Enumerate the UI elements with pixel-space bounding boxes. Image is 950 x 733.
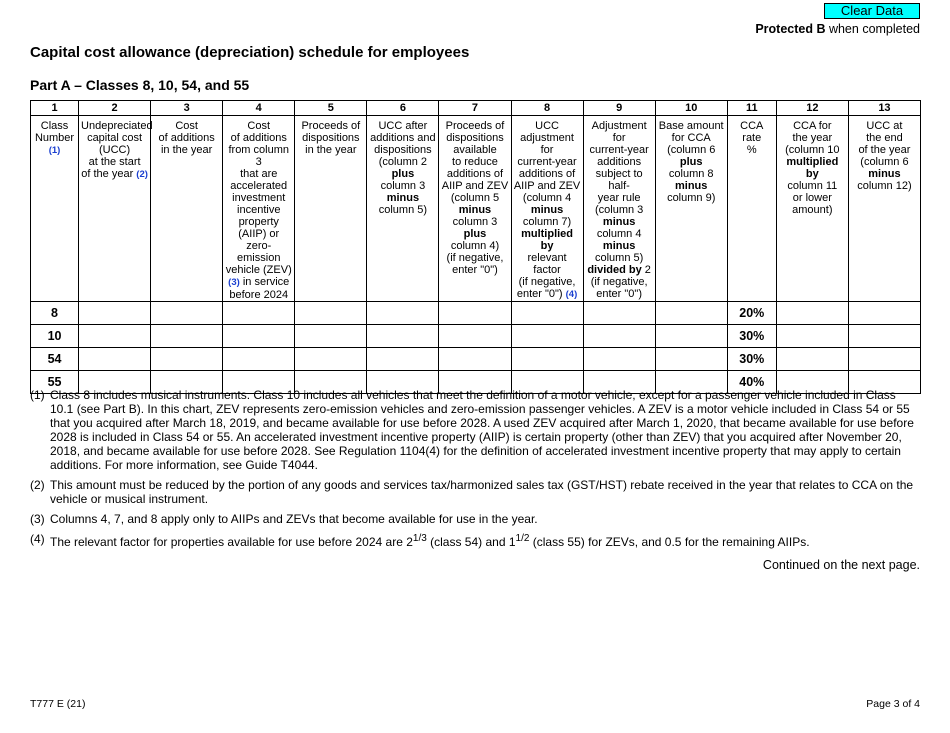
page-number: Page 3 of 4 — [866, 698, 920, 710]
column-number-7: 7 — [439, 101, 511, 116]
protected-b-rest: when completed — [825, 22, 920, 36]
input-cell-col-4[interactable] — [223, 348, 295, 371]
column-description-1: Class Number (1) — [31, 116, 79, 302]
cca-rate-cell: 20% — [727, 302, 776, 325]
input-cell-col-2[interactable] — [79, 325, 151, 348]
table-row — [31, 348, 921, 371]
input-cell-col-9[interactable] — [583, 302, 655, 325]
column-number-row — [31, 101, 921, 116]
table-row — [31, 325, 921, 348]
input-cell-col-2[interactable] — [79, 348, 151, 371]
footnote-item — [30, 532, 920, 549]
footnote-text: The relevant factor for properties available for use before 2024 are $2^{1/3}$ (class 54) and $1^{1/2}$ (class 55) for ZEVs, and 0.5 for the remaining AIIPs. — [50, 533, 810, 549]
footnote-number: (2) — [30, 478, 45, 492]
column-number-2: 2 — [79, 101, 151, 116]
column-number-5: 5 — [295, 101, 367, 116]
input-cell-col-13[interactable] — [848, 348, 920, 371]
input-cell-col-5[interactable] — [295, 348, 367, 371]
column-number-8: 8 — [511, 101, 583, 116]
cca-rate-cell: 30% — [727, 348, 776, 371]
input-cell-col-12[interactable] — [776, 302, 848, 325]
column-description-13: UCC at the end of the year (column 6 minus column 12) — [848, 116, 920, 302]
input-cell-col-8[interactable] — [511, 348, 583, 371]
input-cell-col-3[interactable] — [151, 325, 223, 348]
input-cell-col-6[interactable] — [367, 302, 439, 325]
protected-b-bold: Protected B — [755, 22, 826, 36]
column-number-11: 11 — [727, 101, 776, 116]
column-number-13: 13 — [848, 101, 920, 116]
input-cell-col-6[interactable] — [367, 348, 439, 371]
class-number-cell: 55 — [31, 371, 79, 394]
footnote-number: (3) — [30, 512, 45, 526]
input-cell-col-8[interactable] — [511, 302, 583, 325]
class-number-cell: 54 — [31, 348, 79, 371]
protected-b-label — [755, 22, 920, 36]
form-id: T777 E (21) — [30, 698, 86, 710]
column-description-11: CCA rate % — [727, 116, 776, 302]
input-cell-col-7[interactable] — [439, 348, 511, 371]
input-cell-col-13[interactable] — [848, 325, 920, 348]
input-cell-col-4[interactable] — [223, 325, 295, 348]
class-number-cell: 8 — [31, 302, 79, 325]
input-cell-col-3[interactable] — [151, 348, 223, 371]
footnote-item — [30, 388, 920, 472]
footnotes — [30, 388, 920, 555]
column-description-2: Undepreciated capital cost (UCC) at the start of the year (2) — [79, 116, 151, 302]
table-body — [31, 302, 921, 394]
column-number-9: 9 — [583, 101, 655, 116]
input-cell-col-7[interactable] — [439, 325, 511, 348]
column-description-7: Proceeds of dispositions available to reduce additions of AIIP and ZEV (column 5 minus column 3 plus column 4) (if negative, enter "0") — [439, 116, 511, 302]
column-description-12: CCA for the year (column 10 multiplied by column 11 or lower amount) — [776, 116, 848, 302]
input-cell-col-3[interactable] — [151, 302, 223, 325]
class-number-cell: 10 — [31, 325, 79, 348]
table-row — [31, 302, 921, 325]
footnote-text: Class 8 includes musical instruments. Class 10 includes all vehicles that meet the definition of a motor vehicle, except for a passenger vehicle included in Class 10.1 (see Part B). In this chart, ZEV represents zero-emission vehicles and zero-emission passenger vehicles. A ZEV is a motor vehicle included in Class 54 or 55 that you acquired after March 18, 2019, and became available for use before 2028. A used ZEV acquired after March 1, 2020, that became available for use before 2028 is included in Class 54 or 55. An accelerated investment incentive property (AIIP) is certain property (other than ZEV) that you acquired after November 20, 2018, and became available for use before 2028. See Regulation 1104(4) for the definition of accelerated investment incentive property that may apply to certain additions. For more information, see Guide T4044. — [50, 388, 914, 472]
footnote-text: This amount must be reduced by the portion of any goods and services tax/harmonized sales tax (GST/HST) rebate received in the year that relates to CCA on the vehicle or musical instrument. — [50, 478, 914, 506]
column-number-3: 3 — [151, 101, 223, 116]
cca-rate-cell: 40% — [727, 371, 776, 394]
footnote-ref: (2) — [136, 169, 148, 180]
input-cell-col-5[interactable] — [295, 302, 367, 325]
clear-data-button[interactable]: Clear Data — [824, 3, 920, 19]
input-cell-col-10[interactable] — [655, 348, 727, 371]
input-cell-col-12[interactable] — [776, 348, 848, 371]
input-cell-col-9[interactable] — [583, 325, 655, 348]
column-number-10: 10 — [655, 101, 727, 116]
input-cell-col-4[interactable] — [223, 302, 295, 325]
cca-schedule-table — [30, 100, 921, 394]
input-cell-col-10[interactable] — [655, 302, 727, 325]
input-cell-col-9[interactable] — [583, 348, 655, 371]
footnote-text: Columns 4, 7, and 8 apply only to AIIPs and ZEVs that become available for use in the year. — [50, 512, 538, 526]
column-description-8: UCC adjustment for current-year additions of AIIP and ZEV (column 4 minus column 7) multiplied by relevant factor (if negative, enter "0") (4) — [511, 116, 583, 302]
column-description-9: Adjustment for current-year additions subject to half- year rule (column 3 minus column 4 minus column 5) divided by 2 (if negative, enter "0") — [583, 116, 655, 302]
cca-rate-cell: 30% — [727, 325, 776, 348]
continued-note: Continued on the next page. — [762, 558, 920, 572]
input-cell-col-2[interactable] — [79, 302, 151, 325]
column-description-6: UCC after additions and dispositions (column 2 plus column 3 minus column 5) — [367, 116, 439, 302]
footnote-item — [30, 512, 920, 526]
footnote-ref: (3) — [228, 277, 240, 288]
footnote-item — [30, 478, 920, 506]
footnote-number: (1) — [30, 388, 45, 402]
input-cell-col-7[interactable] — [439, 302, 511, 325]
input-cell-col-12[interactable] — [776, 325, 848, 348]
column-number-12: 12 — [776, 101, 848, 116]
input-cell-col-6[interactable] — [367, 325, 439, 348]
column-number-6: 6 — [367, 101, 439, 116]
column-number-4: 4 — [223, 101, 295, 116]
column-description-5: Proceeds of dispositions in the year — [295, 116, 367, 302]
input-cell-col-8[interactable] — [511, 325, 583, 348]
input-cell-col-10[interactable] — [655, 325, 727, 348]
column-description-3: Cost of additions in the year — [151, 116, 223, 302]
footnote-number: (4) — [30, 532, 45, 546]
part-a-title: Part A – Classes 8, 10, 54, and 55 — [30, 77, 250, 93]
input-cell-col-5[interactable] — [295, 325, 367, 348]
column-number-1: 1 — [31, 101, 79, 116]
column-description-4: Cost of additions from column 3 that are accelerated investment incentive property (AIIP) or zero-emission vehicle (ZEV) (3) in service before 2024 — [223, 116, 295, 302]
form-title: Capital cost allowance (depreciation) schedule for employees — [30, 44, 470, 61]
column-description-row — [31, 116, 921, 302]
footnote-ref: (1) — [48, 145, 61, 156]
input-cell-col-13[interactable] — [848, 302, 920, 325]
column-description-10: Base amount for CCA (column 6 plus column 8 minus column 9) — [655, 116, 727, 302]
